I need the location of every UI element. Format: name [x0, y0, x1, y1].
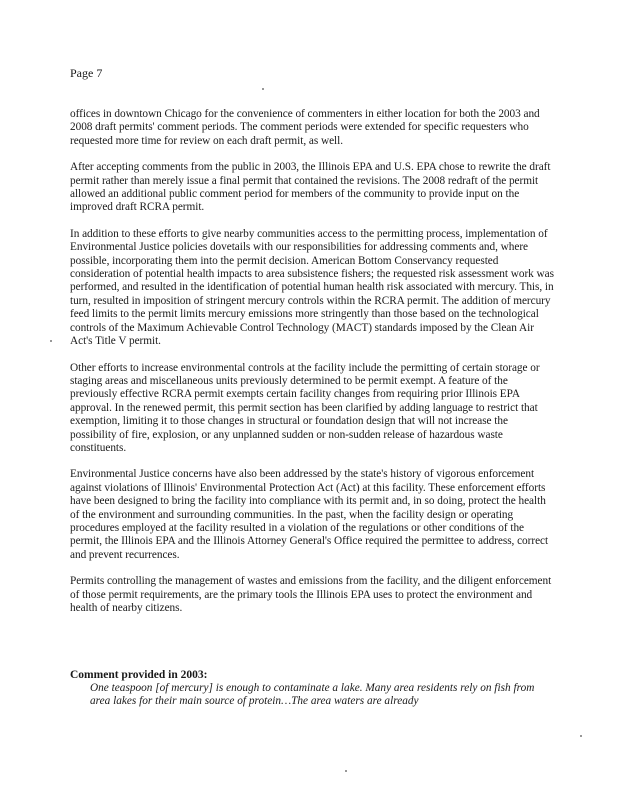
paragraph-permit-tools: Permits controlling the management of wastes and emissions from the facility, and the diligent enforcement of those permit requirements, are the primary tools the Illinois EPA uses to protect the environment and health of nearby citizens. [70, 575, 552, 614]
paragraph-enforcement: Environmental Justice concerns have also been addressed by the state's history of vigorous enforcement against violations of Illinois' Environmental Protection Act (Act) at this facility. These enforcement efforts have been designed to bring the facility into compliance with its permit and, in so doing, protect the health of the environment and surrounding communities. In the past, when the facility design or operating procedures employed at the facility resulted in a violation of the regulations or other conditions of the permit, the Illinois EPA and the Illinois Attorney General's Office required the permittee to address, correct and prevent recurrences. [70, 468, 549, 561]
page-number: Page 7 [70, 66, 103, 80]
body-text [70, 108, 554, 628]
scan-speck [580, 735, 582, 737]
scan-speck [262, 88, 264, 90]
paragraph-comment-periods: offices in downtown Chicago for the convenience of commenters in either location for both the 2003 and 2008 draft permits' comment periods. The comment periods were extended for specific requesters who requested more time for review on each draft permit, as well. [70, 108, 540, 147]
paragraph-environmental-justice: In addition to these efforts to give nearby communities access to the permitting process, implementation of Environmental Justice policies dovetails with our responsibilities for addressing comments and, where possible, incorporating them into the permit decision. American Bottom Conservancy requested consideration of potential health impacts to area subsistence fishers; the requested risk assessment work was performed, and resulted in the identification of potential human health risk associated with mercury. This, in turn, resulted in imposition of stringent mercury controls within the RCRA permit. The addition of mercury feed limits to the permit limits mercury emissions more stringently than those based on the technological controls of the Maximum Achievable Control Technology (MACT) standards imposed by the Clean Air Act's Title V permit. [70, 227, 554, 348]
paragraph-permit-redraft: After accepting comments from the public in 2003, the Illinois EPA and U.S. EPA chose to rewrite the draft permit rather than merely issue a final permit that contained the revisions. The 2008 redraft of the permit allowed an additional public comment period for members of the community to provide input on the improved draft RCRA permit. [70, 161, 551, 214]
scan-speck [50, 340, 52, 342]
comment-heading: Comment provided in 2003: [70, 669, 208, 681]
scan-speck [345, 770, 347, 772]
paragraph-environmental-controls: Other efforts to increase environmental controls at the facility include the permitting of certain storage or staging areas and miscellaneous units previously determined to be permit exempt. A feature of the previously effective RCRA permit exempts certain facility changes from requiring prior Illinois EPA approval. In the renewed permit, this permit section has been clarified by adding language to restrict that exemption, limiting it to those changes in structural or foundation design that will not increase the possibility of fire, explosion, or any unplanned sudden or non-sudden release of hazardous waste constituents. [70, 361, 540, 454]
comment-quote: One teaspoon [of mercury] is enough to contaminate a lake. Many area residents rely on fish from area lakes for their main source of protein…The area waters are already [90, 682, 535, 708]
